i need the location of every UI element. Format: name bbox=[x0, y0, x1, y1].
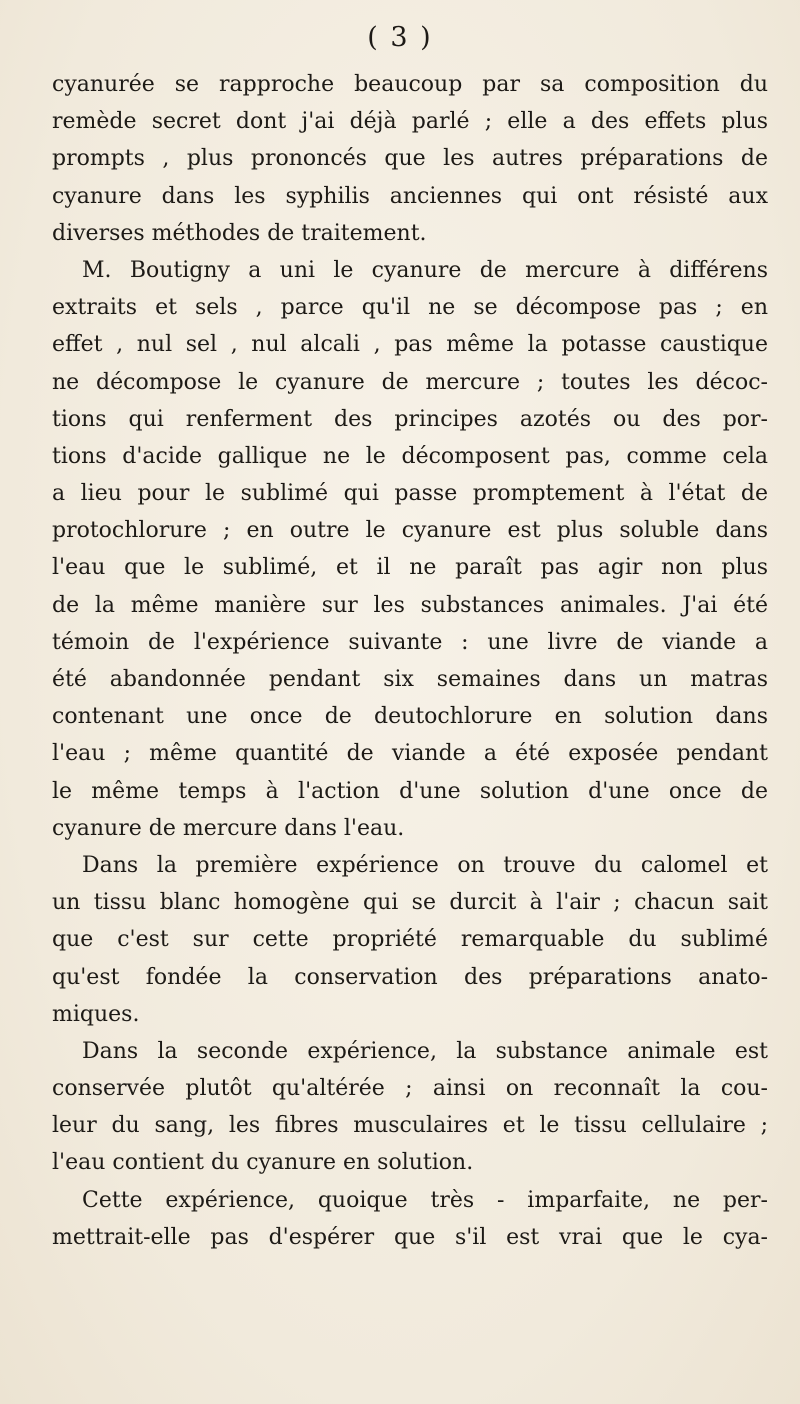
text-line: que c'est sur cette propriété remarquable du sublimé bbox=[52, 927, 768, 953]
text-line: remède secret dont j'ai déjà parlé ; elle a des effets plus bbox=[52, 109, 768, 135]
text-line: témoin de l'expérience suivante : une livre de viande a bbox=[52, 629, 768, 655]
text-line: cyanure de mercure dans l'eau. bbox=[52, 815, 405, 841]
text-line: Cette expérience, quoique très - imparfaite, ne per- bbox=[82, 1187, 768, 1213]
text-line: l'eau contient du cyanure en solution. bbox=[52, 1150, 474, 1176]
text-line: M. Boutigny a uni le cyanure de mercure à différens bbox=[82, 257, 768, 283]
body-text bbox=[52, 66, 768, 1256]
text-line: protochlorure ; en outre le cyanure est plus soluble dans bbox=[52, 518, 768, 544]
text-line: un tissu blanc homogène qui se durcit à l'air ; chacun sait bbox=[52, 890, 768, 916]
text-line: qu'est fondée la conservation des préparations anato- bbox=[52, 964, 768, 990]
text-line: de la même manière sur les substances animales. J'ai été bbox=[52, 592, 768, 618]
text-line: a lieu pour le sublimé qui passe promptement à l'état de bbox=[52, 481, 768, 507]
text-line: ne décompose le cyanure de mercure ; toutes les décoc- bbox=[52, 369, 768, 395]
text-line: cyanurée se rapproche beaucoup par sa composition du bbox=[52, 72, 768, 97]
text-line: diverses méthodes de traitement. bbox=[52, 220, 427, 246]
text-line: mettrait-elle pas d'espérer que s'il est vrai que le cya- bbox=[52, 1224, 768, 1250]
text-line: tions qui renferment des principes azotés ou des por- bbox=[52, 406, 768, 432]
text-line: prompts , plus prononcés que les autres préparations de bbox=[52, 146, 768, 172]
page-number: ( 3 ) bbox=[367, 22, 433, 53]
text-line: été abandonnée pendant six semaines dans un matras bbox=[52, 667, 768, 692]
text-line: tions d'acide gallique ne le décomposent pas, comme cela bbox=[52, 443, 768, 469]
text-line: leur du sang, les fibres musculaires et le tissu cellulaire ; bbox=[52, 1113, 768, 1139]
text-line: Dans la seconde expérience, la substance animale est bbox=[82, 1038, 768, 1064]
text-line: contenant une once de deutochlorure en solution dans bbox=[52, 704, 768, 730]
text-line: extraits et sels , parce qu'il ne se décompose pas ; en bbox=[52, 295, 768, 321]
text-line: le même temps à l'action d'une solution d'une once de bbox=[52, 778, 768, 804]
text-line: cyanure dans les syphilis anciennes qui ont résisté aux bbox=[52, 183, 768, 209]
text-line: Dans la première expérience on trouve du calomel et bbox=[82, 852, 768, 878]
text-line: l'eau que le sublimé, et il ne paraît pas agir non plus bbox=[52, 555, 768, 581]
text-line: conservée plutôt qu'altérée ; ainsi on reconnaît la cou- bbox=[52, 1076, 768, 1102]
text-line: l'eau ; même quantité de viande a été exposée pendant bbox=[52, 741, 768, 767]
text-line: effet , nul sel , nul alcali , pas même la potasse caustique bbox=[52, 332, 768, 358]
text-line: miques. bbox=[52, 1001, 140, 1027]
